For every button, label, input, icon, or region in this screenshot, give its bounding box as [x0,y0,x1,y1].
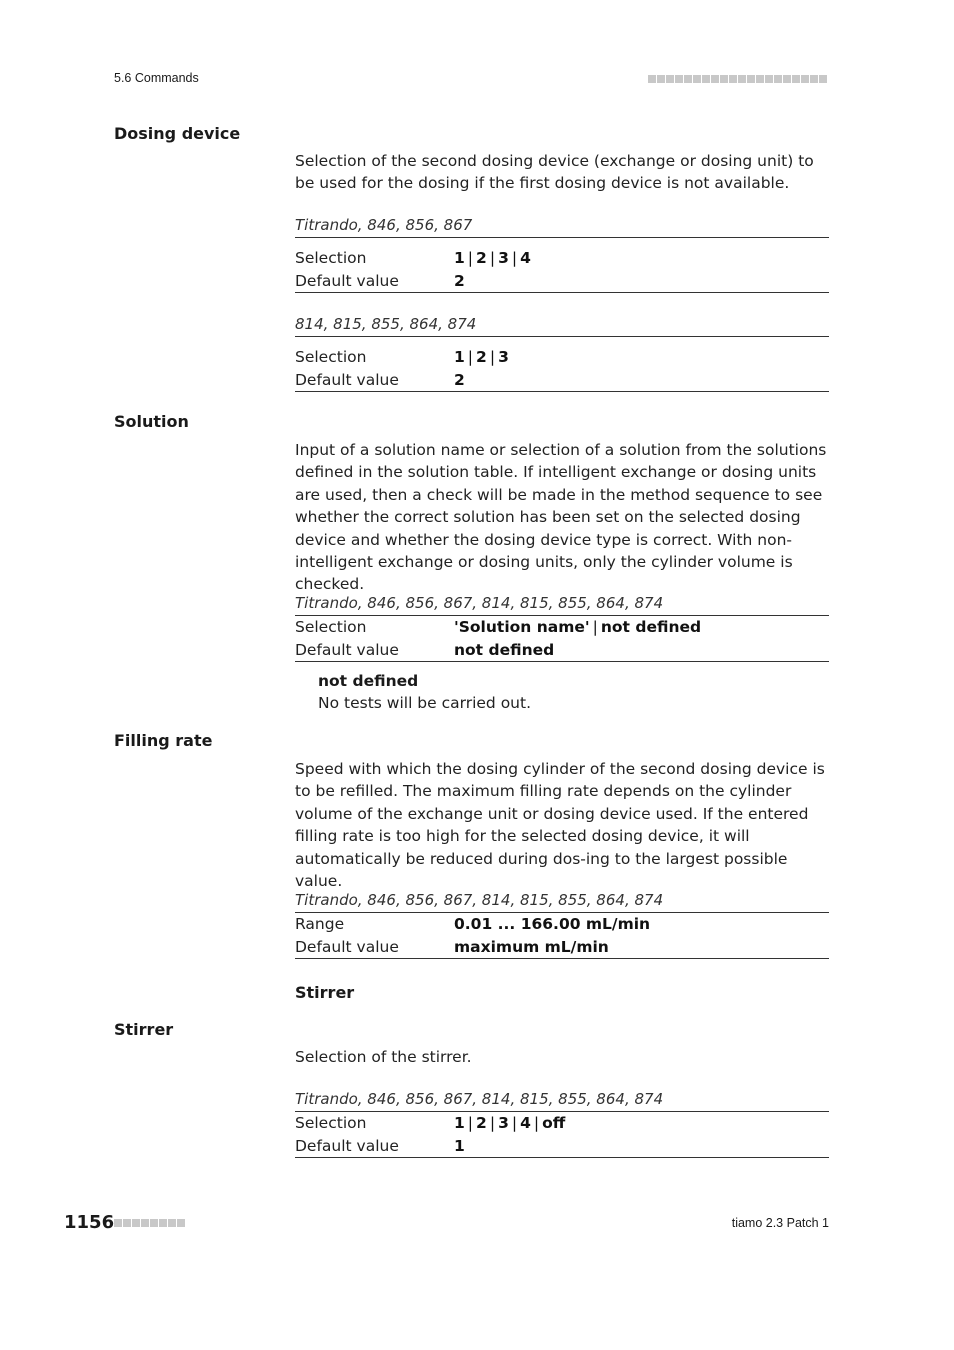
param-key: Default value [295,370,399,389]
value-option: 4 [520,249,531,267]
value-option: 1 [454,1114,465,1132]
table-row [295,369,829,392]
decor-square [666,75,674,83]
table-row [295,936,829,959]
param-value [454,936,609,959]
param-value [454,639,554,662]
decor-square [747,75,755,83]
param-key: Default value [295,1136,399,1155]
stirrer-platforms: Titrando, 846, 856, 867, 814, 815, 855, 864, 874 [295,1090,664,1108]
param-key: Default value [295,937,399,956]
solution-description: Input of a solution name or selection of a solution from the solutions defined in the solution table. If intelligent exchange or dosing units are used, then a check will be made in the method sequence to see whether the correct solution has been set on the selected dosing device and whether the dosing device type is correct. With non-intelligent exchange or dosing units, only the cylinder volume is checked. [295,441,827,594]
table-row [295,346,829,369]
decor-square [132,1219,140,1227]
decor-square [774,75,782,83]
value-separator: | [511,1114,518,1132]
value-option: 2 [454,370,465,389]
product-version: tiamo 2.3 Patch 1 [731,1216,829,1230]
value-option: 3 [498,249,509,267]
table-row [295,1112,829,1135]
decor-square [711,75,719,83]
param-key: Default value [295,640,399,659]
decor-square [720,75,728,83]
group-heading-stirrer: Stirrer [295,983,355,1002]
param-value [454,346,509,369]
section-title-stirrer: Stirrer [114,1020,174,1039]
value-separator: | [592,618,598,636]
decor-square [729,75,737,83]
dosing-device-platforms-1: Titrando, 846, 856, 867 [295,216,473,234]
value-separator: | [467,348,474,366]
param-value [454,616,701,639]
table-row [295,1135,829,1158]
decor-square [159,1219,167,1227]
decor-square [702,75,710,83]
param-key: Selection [295,618,367,636]
decor-square [675,75,683,83]
footer-decoration [114,1219,185,1227]
value-separator: | [489,348,496,366]
value-option: 1 [454,1136,465,1155]
value-option: 2 [476,348,487,366]
stirrer-description: Selection of the stirrer. [295,1048,472,1066]
section-title-dosing-device: Dosing device [114,124,241,143]
decor-square [819,75,827,83]
option-description-not-defined: No tests will be carried out. [318,694,532,712]
table-row [295,270,829,293]
header-decoration [648,75,827,83]
decor-square [114,1219,122,1227]
value-option: not defined [454,640,555,659]
param-key: Selection [295,348,367,366]
value-option: off [542,1114,566,1132]
solution-platforms: Titrando, 846, 856, 867, 814, 815, 855, 864, 874 [295,594,664,612]
decor-square [123,1219,131,1227]
dosing-device-table-1 [295,237,829,293]
value-option: 3 [498,1114,509,1132]
param-value [454,1135,465,1158]
value-option: 2 [476,249,487,267]
value-option: maximum mL/min [454,937,609,956]
value-separator: | [489,249,496,267]
decor-square [801,75,809,83]
value-separator: | [533,1114,540,1132]
decor-square [177,1219,185,1227]
dosing-device-table-2 [295,336,829,392]
table-row [295,913,829,936]
value-option: not defined [600,618,702,636]
table-row [295,639,829,662]
param-key: Default value [295,271,399,290]
param-value [454,270,465,293]
decor-square [810,75,818,83]
value-separator: | [467,249,474,267]
param-value [454,913,650,936]
decor-square [168,1219,176,1227]
decor-square [783,75,791,83]
dosing-device-platforms-2: 814, 815, 855, 864, 874 [295,315,477,333]
decor-square [684,75,692,83]
value-option: 3 [498,348,509,366]
decor-square [648,75,656,83]
value-option: 1 [454,249,465,267]
value-option: 4 [520,1114,531,1132]
param-key: Range [295,915,345,933]
value-option: 1 [454,348,465,366]
option-term-not-defined: not defined [318,672,419,690]
param-key: Selection [295,249,367,267]
param-key: Selection [295,1114,367,1132]
dosing-device-description: Selection of the second dosing device (exchange or dosing unit) to be used for the dosing if the first dosing device is not available. [295,152,814,193]
running-header-section: 5.6 Commands [114,71,199,85]
value-option: 0.01 ... 166.00 mL/min [454,915,651,933]
decor-square [141,1219,149,1227]
section-title-solution: Solution [114,412,189,431]
table-row [295,616,829,639]
value-option: 2 [454,271,465,290]
param-value [454,369,465,392]
value-separator: | [511,249,518,267]
filling-rate-description: Speed with which the dosing cylinder of the second dosing device is to be refilled. The maximum filling rate depends on the cylinder volume of the exchange unit or dosing device used. If the entered filling rate is too high for the selected dosing device, it will automatically be reduced during dos-ing to the largest possible value. [295,760,825,891]
value-separator: | [467,1114,474,1132]
decor-square [792,75,800,83]
stirrer-table [295,1111,829,1158]
decor-square [738,75,746,83]
decor-square [693,75,701,83]
filling-rate-table [295,912,829,959]
value-separator: | [489,1114,496,1132]
decor-square [756,75,764,83]
decor-square [150,1219,158,1227]
page-number: 1156 [64,1212,115,1233]
param-value [454,247,531,270]
decor-square [765,75,773,83]
section-title-filling-rate: Filling rate [114,731,213,750]
filling-rate-platforms: Titrando, 846, 856, 867, 814, 815, 855, 864, 874 [295,891,664,909]
value-option: 'Solution name' [454,618,590,636]
solution-table [295,615,829,662]
param-value [454,1112,565,1135]
table-row [295,247,829,270]
value-option: 2 [476,1114,487,1132]
decor-square [657,75,665,83]
